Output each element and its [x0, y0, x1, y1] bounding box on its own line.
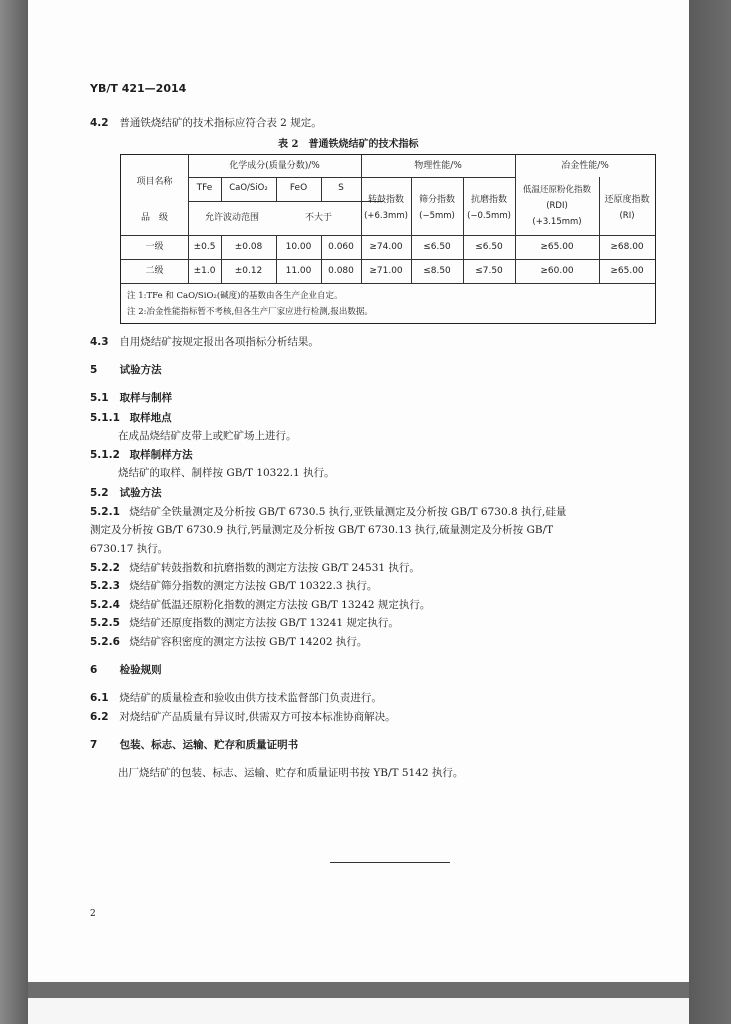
clause-text: 烧结矿低温还原粉化指数的测定方法按 GB/T 13242 规定执行。 — [129, 599, 431, 611]
row2-abrasion: ≤7.50 — [475, 266, 503, 276]
abrasion-index-unit: (−0.5mm) — [467, 211, 511, 221]
clause-5-2-2 — [90, 562, 420, 575]
clause-number: 6.2 — [90, 711, 109, 723]
row2-tfe: ±1.0 — [193, 266, 216, 276]
cao-sio2-header: CaO/SiO₂ — [229, 183, 268, 193]
clause-number: 5.2.3 — [90, 580, 120, 592]
clause-title: 取样与制样 — [119, 392, 173, 404]
section-title: 检验规则 — [119, 664, 162, 676]
clause-5-2-6 — [90, 636, 367, 649]
next-page-edge — [28, 998, 689, 1024]
table-caption: 表 2 普通铁烧结矿的技术指标 — [278, 139, 419, 150]
section-5-heading — [90, 364, 162, 377]
row1-abrasion: ≤6.50 — [475, 242, 503, 252]
ri-header: 还原度指数 — [604, 195, 650, 205]
row1-feo: 10.00 — [285, 242, 312, 252]
section-7-body: 出厂烧结矿的包装、标志、运输、贮存和质量证明书按 YB/T 5142 执行。 — [118, 767, 464, 779]
clause-text: 自用烧结矿按规定报出各项指标分析结果。 — [119, 336, 319, 348]
section-7-heading — [90, 739, 298, 752]
row1-rdi: ≥65.00 — [540, 242, 574, 252]
table-note-1: 注 1:TFe 和 CaO/SiO₂(碱度)的基数由各生产企业自定。 — [127, 291, 343, 301]
end-divider — [330, 862, 450, 863]
clause-5-2-1 — [90, 506, 566, 519]
clause-title: 试验方法 — [119, 487, 162, 499]
clause-5-2-4 — [90, 599, 430, 612]
item-name-header: 项目名称 — [136, 177, 173, 187]
allowed-range-header: 允许波动范围 — [204, 213, 259, 223]
row1-s: 0.060 — [328, 242, 354, 252]
rdi-unit: (+3.15mm) — [532, 217, 582, 227]
clause-number: 5.1.1 — [90, 412, 120, 424]
scan-edge-right — [689, 0, 731, 1024]
table-note-2: 注 2:冶金性能指标暂不考核,但各生产厂家应进行检测,报出数据。 — [127, 307, 373, 317]
row2-rdi: ≥60.00 — [540, 266, 574, 276]
clause-5-1-2 — [90, 449, 193, 462]
chem-group-header: 化学成分(质量分数)/% — [229, 161, 320, 171]
clause-5-2-3 — [90, 580, 377, 593]
screen-index-header: 筛分指数 — [418, 195, 455, 205]
clause-4-2 — [90, 117, 322, 130]
clause-text: 烧结矿筛分指数的测定方法按 GB/T 10322.3 执行。 — [129, 580, 378, 592]
s-header: S — [338, 183, 344, 193]
clause-number: 5.2.4 — [90, 599, 120, 611]
clause-text: 烧结矿的质量检查和验收由供方技术监督部门负责进行。 — [119, 692, 382, 704]
clause-6-2 — [90, 711, 396, 724]
clause-text: 对烧结矿产品质量有异议时,供需双方可按本标准协商解决。 — [119, 711, 396, 723]
clause-5-1-2-body: 烧结矿的取样、制样按 GB/T 10322.1 执行。 — [118, 467, 335, 479]
metal-group-header: 冶金性能/% — [561, 161, 609, 171]
grade-header: 品 级 — [140, 213, 168, 223]
section-6-heading — [90, 664, 162, 677]
phys-group-header: 物理性能/% — [414, 161, 462, 171]
section-title: 包装、标志、运输、贮存和质量证明书 — [119, 739, 299, 751]
row1-grade: 一级 — [145, 242, 164, 252]
clause-number: 4.2 — [90, 117, 109, 129]
section-title: 试验方法 — [119, 364, 162, 376]
page-number: 2 — [90, 909, 96, 919]
clause-number: 5.1 — [90, 392, 109, 404]
clause-5-1-1 — [90, 412, 172, 425]
row2-ri: ≥65.00 — [610, 266, 644, 276]
clause-text: 烧结矿转鼓指数和抗磨指数的测定方法按 GB/T 24531 执行。 — [129, 562, 420, 574]
screen-index-unit: (−5mm) — [419, 211, 455, 221]
drum-index-unit: (+6.3mm) — [364, 211, 408, 221]
clause-number: 5.2 — [90, 487, 109, 499]
clause-text: 普通铁烧结矿的技术指标应符合表 2 规定。 — [119, 117, 322, 129]
clause-5-1 — [90, 392, 172, 405]
document-page — [28, 0, 689, 982]
clause-5-2-1-line3: 6730.17 执行。 — [90, 543, 169, 555]
scan-edge-left — [0, 0, 28, 1024]
row2-grade: 二级 — [145, 266, 164, 276]
clause-5-1-1-body: 在成品烧结矿皮带上或贮矿场上进行。 — [118, 430, 297, 442]
clause-title: 取样制样方法 — [129, 449, 193, 461]
feo-header: FeO — [289, 183, 308, 193]
section-number: 7 — [90, 739, 98, 751]
not-greater-header: 不大于 — [304, 213, 332, 223]
clause-number: 5.1.2 — [90, 449, 120, 461]
clause-4-3 — [90, 336, 319, 349]
row1-cao: ±0.08 — [234, 242, 263, 252]
rdi-abbr: (RDI) — [546, 201, 568, 211]
clause-title: 取样地点 — [129, 412, 172, 424]
clause-text: 烧结矿还原度指数的测定方法按 GB/T 13241 规定执行。 — [129, 617, 399, 629]
row2-s: 0.080 — [328, 266, 354, 276]
technical-index-table — [120, 154, 656, 324]
abrasion-index-header: 抗磨指数 — [470, 195, 507, 205]
drum-index-header: 转鼓指数 — [367, 195, 404, 205]
clause-5-2-5 — [90, 617, 399, 630]
clause-6-1 — [90, 692, 382, 705]
row2-feo: 11.00 — [285, 266, 312, 276]
rdi-header: 低温还原粉化指数 — [522, 185, 591, 195]
row1-tfe: ±0.5 — [193, 242, 216, 252]
tfe-header: TFe — [196, 183, 213, 193]
clause-number: 4.3 — [90, 336, 109, 348]
clause-5-2 — [90, 487, 162, 500]
clause-5-2-1-line2: 测定及分析按 GB/T 6730.9 执行,钙量测定及分析按 GB/T 6730.13 执行,硫量测定及分析按 GB/T — [90, 524, 554, 536]
clause-number: 5.2.1 — [90, 506, 120, 518]
clause-number: 5.2.2 — [90, 562, 120, 574]
section-number: 6 — [90, 664, 98, 676]
row2-drum: ≥71.00 — [369, 266, 403, 276]
ri-abbr: (RI) — [619, 211, 635, 221]
row2-cao: ±0.12 — [234, 266, 263, 276]
row1-screen: ≤6.50 — [423, 242, 451, 252]
clause-number: 6.1 — [90, 692, 109, 704]
doc-code-header: YB/T 421—2014 — [90, 82, 187, 95]
row2-screen: ≤8.50 — [423, 266, 451, 276]
clause-number: 5.2.6 — [90, 636, 120, 648]
section-number: 5 — [90, 364, 98, 376]
row1-drum: ≥74.00 — [369, 242, 403, 252]
clause-text-line1: 烧结矿全铁量测定及分析按 GB/T 6730.5 执行,亚铁量测定及分析按 GB/T 6730.8 执行,硅量 — [129, 506, 567, 518]
clause-text: 烧结矿容积密度的测定方法按 GB/T 14202 执行。 — [129, 636, 368, 648]
clause-number: 5.2.5 — [90, 617, 120, 629]
row1-ri: ≥68.00 — [610, 242, 644, 252]
